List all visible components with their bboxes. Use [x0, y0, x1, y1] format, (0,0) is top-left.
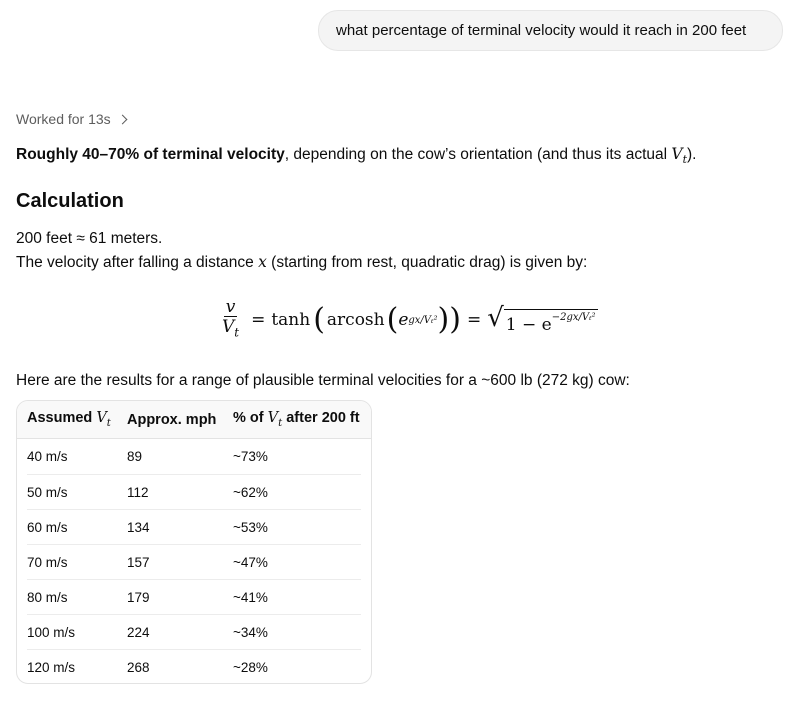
cell-vt: 50 m/s: [27, 475, 117, 510]
x-symbol: x: [258, 253, 267, 271]
cell-pct: ~28%: [233, 660, 268, 675]
cell-vt: 40 m/s: [27, 439, 117, 475]
worked-for-toggle[interactable]: [16, 108, 126, 130]
answer-lead-bold: Roughly 40–70% of terminal velocity: [16, 146, 285, 163]
cell-mph: 179: [117, 580, 223, 615]
formula-sqrt: √ $1 - e^{-2gx/V_t^2}$: [487, 303, 596, 335]
user-message-text: what percentage of terminal velocity would it reach in 200 feet: [336, 22, 747, 39]
answer-lead-end: ).: [686, 146, 697, 163]
header-percent-vt: % of $V_t$ after 200 ft: [233, 410, 360, 429]
cell-pct: ~62%: [223, 475, 361, 510]
paragraph-conversion: 200 feet ≈ 61 meters.: [16, 230, 163, 247]
user-message-bubble: [318, 10, 783, 51]
cell-pct: ~41%: [223, 580, 361, 615]
header-assumed-vt: Assumed $V_t$: [27, 410, 111, 429]
cell-mph: 224: [117, 615, 223, 650]
chevron-right-icon: [117, 115, 127, 125]
worked-for-label: Worked for 13s: [16, 111, 111, 127]
cell-pct: ~34%: [223, 615, 361, 650]
vt-symbol: $V_t$: [671, 145, 687, 167]
cell-vt: 120 m/s: [27, 660, 76, 675]
paragraph-results-intro: Here are the results for a range of plausible terminal velocities for a ~600 lb (272 kg) cow:: [16, 372, 630, 389]
cell-mph: 112: [117, 475, 223, 510]
table-row: [17, 615, 371, 650]
formula-fraction: $\frac{v}{V_t}$: [222, 296, 240, 340]
cell-pct: ~53%: [223, 510, 361, 545]
table-row: [17, 510, 371, 545]
header-approx-mph: Approx. mph: [127, 411, 217, 428]
cell-pct: ~47%: [223, 545, 361, 580]
paragraph-velocity-intro: The velocity after falling a distance x (starting from rest, quadratic drag) is given by:: [16, 253, 588, 271]
section-heading: Calculation: [16, 190, 124, 212]
table-row: [17, 580, 371, 615]
answer-lead: [16, 143, 696, 171]
cell-vt: 100 m/s: [27, 615, 117, 650]
cell-pct: ~73%: [223, 439, 361, 475]
answer-lead-rest: , depending on the cow’s orientation (and thus its actual: [284, 146, 672, 163]
table-header: [17, 401, 371, 439]
results-table: [16, 400, 372, 684]
table-row: [17, 650, 371, 684]
velocity-formula: $\frac{v}{V_t}$ = tanh ( arcosh ( e gx/Vₜ² ) ) = √ $1 - e^{-2gx/V_t^2}$: [222, 297, 598, 343]
cell-vt: 70 m/s: [27, 545, 117, 580]
cell-vt: 80 m/s: [27, 580, 117, 615]
cell-vt: 60 m/s: [27, 510, 117, 545]
cell-mph: 89: [117, 439, 223, 475]
cell-mph: 268: [127, 660, 150, 675]
table-row: [17, 545, 371, 580]
cell-mph: 134: [117, 510, 223, 545]
table-row: [17, 439, 371, 475]
cell-mph: 157: [117, 545, 223, 580]
table-row: [17, 475, 371, 510]
